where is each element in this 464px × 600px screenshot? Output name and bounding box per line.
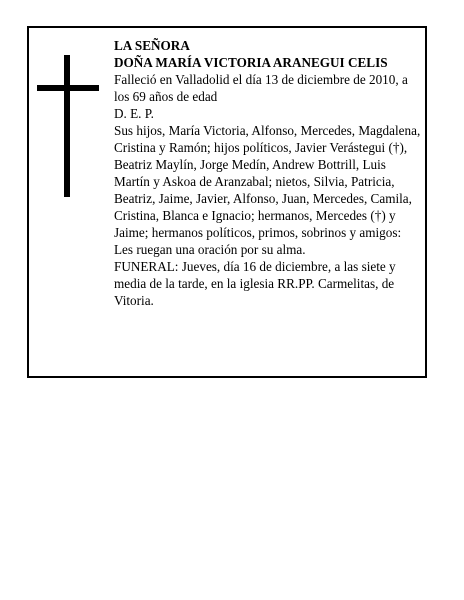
cross-horizontal-bar (37, 85, 99, 91)
death-statement: Falleció en Valladolid el día 13 de diciembre de 2010, a los 69 años de edad (114, 72, 408, 104)
family-list: Sus hijos, María Victoria, Alfonso, Mercedes, Magdalena, Cristina y Ramón; hijos políticos, Javier Verástegui (†), Beatriz Maylín, Jorge Medín, Andrew Bottrill, Luis Martín y Askoa de Aranzabal; nietos, Silvia, Patricia, Beatriz, Jaime, Javier, Alfonso, Juan, Mercedes, Camila, Cristina, Blanca e Ignacio; hermanos, Mercedes (†) y Jaime; hermanos políticos, primos, sobrinos y amigos: (114, 123, 421, 240)
deceased-name: DOÑA MARÍA VICTORIA ARANEGUI CELIS (114, 55, 388, 70)
cross-vertical-bar (64, 55, 70, 197)
prayer-request: Les ruegan una oración por su alma. (114, 242, 306, 257)
obituary-text (114, 37, 422, 309)
dep-abbreviation: D. E. P. (114, 106, 154, 121)
notice-heading: LA SEÑORA (114, 38, 190, 53)
cross-icon (37, 55, 99, 197)
funeral-details: FUNERAL: Jueves, día 16 de diciembre, a las siete y media de la tarde, en la iglesia RR.PP. Carmelitas, de Vitoria. (114, 259, 396, 308)
